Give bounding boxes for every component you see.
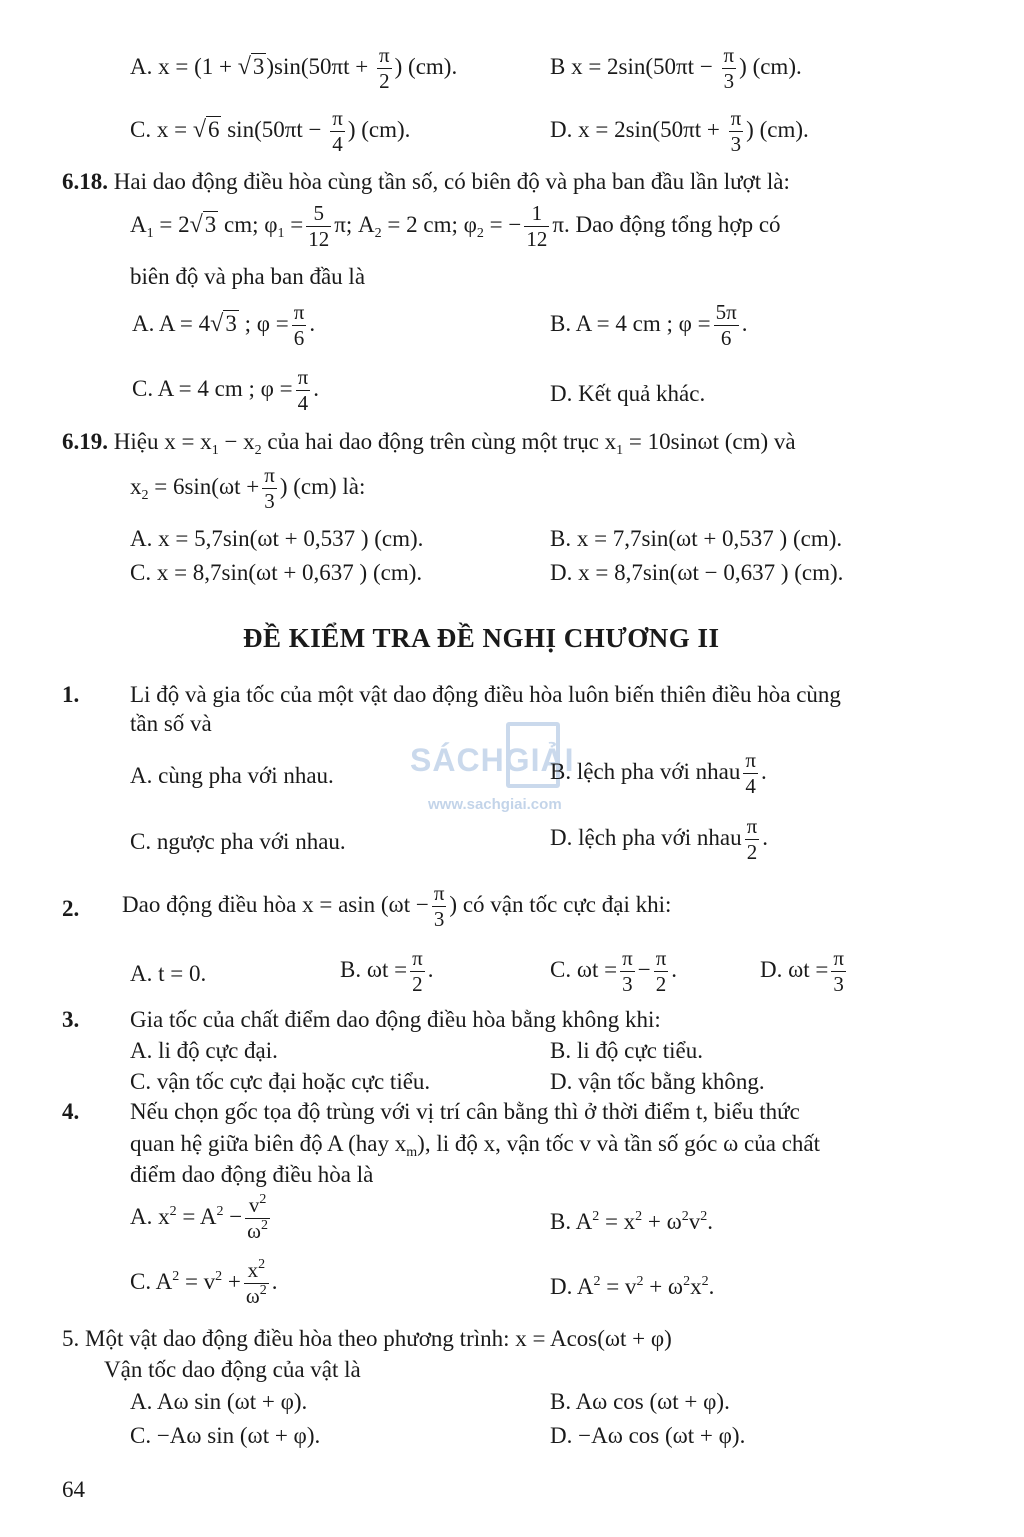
- k1-option-b: B. lệch pha với nhau $\frac{\pi}{4}$ .: [550, 748, 767, 798]
- q617-option-c: C. x = √6 sin(50πt − $\frac{\pi}{4}$ ) (cm).: [130, 106, 411, 156]
- q618-option-b: B. A = 4 cm ; φ = $\frac{5\pi}{6}$ .: [550, 300, 748, 350]
- section-heading: ĐỀ KIỂM TRA ĐỀ NGHỊ CHƯƠNG II: [243, 623, 720, 653]
- k3-option-a: A. li độ cực đại.: [130, 1038, 278, 1063]
- k1-option-c: C. ngược pha với nhau.: [130, 829, 346, 854]
- k5-option-b: B. Aω cos (ωt + φ).: [550, 1389, 730, 1414]
- q618-line2: $A_1 = 2√3$ cm; $\varphi_1$ = $\frac{5}{12}$ π; $A_2 = 2$ cm; $\varphi_2$ = − $\frac{1}{12}$ π. Dao động tổng hợp có: [130, 201, 781, 251]
- k4-number: 4.: [62, 1099, 80, 1124]
- k2-option-a: A. t = 0.: [130, 961, 207, 986]
- q617-option-d: D. x = 2sin(50πt + $\frac{\pi}{3}$ ) (cm).: [550, 106, 809, 156]
- k5-option-a: A. Aω sin (ωt + φ).: [130, 1389, 308, 1414]
- k4-line3: điểm dao động điều hòa là: [130, 1162, 374, 1187]
- q619-line2: $x_2 = 6\sin(\omega t$ + $\frac{\pi}{3}$ ) (cm) là:: [130, 463, 366, 513]
- q617-option-a: A. x = (1 + √3)sin(50πt + $\frac{\pi}{2}$ ) (cm).: [130, 43, 458, 93]
- k4-line1: Nếu chọn gốc tọa độ trùng với vị trí cân bằng thì ở thời điểm t, biểu thức: [130, 1099, 800, 1124]
- q619-option-b: B. x = 7,7sin(ωt + 0,537 ) (cm).: [550, 526, 843, 551]
- k2-option-d: D. ωt = $\frac{\pi}{3}$: [760, 946, 844, 996]
- k3-stem: Gia tốc của chất điểm dao động điều hòa bằng không khi:: [130, 1007, 661, 1032]
- k4-line2: quan hệ giữa biên độ A (hay $x_m$), li độ x, vận tốc v và tần số góc ω của chất: [130, 1131, 820, 1160]
- k5-line1: 5. Một vật dao động điều hòa theo phương trình: x = Acos(ωt + φ): [62, 1326, 672, 1351]
- q618-option-c: C. A = 4 cm ; φ = $\frac{\pi}{4}$ .: [132, 365, 319, 415]
- q618-option-d: D. Kết quả khác.: [550, 381, 706, 406]
- q617-option-b: B x = 2sin(50πt − $\frac{\pi}{3}$ ) (cm).: [550, 43, 802, 93]
- k4-option-c: C. $A^2 = v^2$ + $\frac{x^2}{\omega^2}$ .: [130, 1257, 278, 1308]
- q619-line1: 6.19. Hiệu $x = x_1 - x_2$ của hai dao động trên cùng một trục $x_1 = 10\sin\omega t$ (cm) và: [62, 429, 796, 458]
- k1-line2: tần số và: [130, 711, 212, 736]
- q618-line1: 6.18. Hai dao động điều hòa cùng tần số, có biên độ và pha ban đầu lần lượt là:: [62, 169, 790, 194]
- k4-option-d: D. $A^2 = v^2 + \omega^2x^2$.: [550, 1274, 715, 1299]
- k1-number: 1.: [62, 682, 80, 707]
- watermark-url: www.sachgiai.com: [428, 796, 562, 813]
- q619-option-d: D. x = 8,7sin(ωt − 0,637 ) (cm).: [550, 560, 844, 585]
- k1-option-d: D. lệch pha với nhau $\frac{\pi}{2}$ .: [550, 814, 768, 864]
- k2-stem: Dao động điều hòa x = asin (ωt − $\frac{\pi}{3}$ ) có vận tốc cực đại khi:: [122, 881, 672, 931]
- k3-option-d: D. vận tốc bằng không.: [550, 1069, 765, 1094]
- q618-option-a: A. A = 4√3 ; φ = $\frac{\pi}{6}$ .: [132, 300, 316, 350]
- q619-option-c: C. x = 8,7sin(ωt + 0,637 ) (cm).: [130, 560, 423, 585]
- q619-option-a: A. x = 5,7sin(ωt + 0,537 ) (cm).: [130, 526, 424, 551]
- k2-option-b: B. ωt = $\frac{\pi}{2}$ .: [340, 946, 434, 996]
- k5-option-d: D. −Aω cos (ωt + φ).: [550, 1423, 746, 1448]
- k2-number: 2.: [62, 896, 80, 921]
- k5-line2: Vận tốc dao động của vật là: [104, 1357, 361, 1382]
- q618-line3: biên độ và pha ban đầu là: [130, 264, 366, 289]
- page-number: 64: [62, 1477, 85, 1502]
- k2-option-c: C. ωt = $\frac{\pi}{3}$ − $\frac{\pi}{2}$ .: [550, 946, 678, 996]
- k4-option-b: B. $A^2 = x^2 + \omega^2v^2$.: [550, 1209, 714, 1234]
- q618-number: 6.18.: [62, 169, 108, 194]
- k5-option-c: C. −Aω sin (ωt + φ).: [130, 1423, 321, 1448]
- k1-line1: Li độ và gia tốc của một vật dao động điều hòa luôn biến thiên điều hòa cùng: [130, 682, 841, 707]
- watermark-brand: SÁCHGIẢI: [410, 742, 575, 778]
- k3-option-c: C. vận tốc cực đại hoặc cực tiểu.: [130, 1069, 431, 1094]
- k4-option-a: A. $x^2 = A^2$ − $\frac{v^2}{\omega^2}$: [130, 1192, 268, 1243]
- q619-number: 6.19.: [62, 429, 108, 454]
- k1-option-a: A. cùng pha với nhau.: [130, 763, 334, 788]
- k3-number: 3.: [62, 1007, 80, 1032]
- k3-option-b: B. li độ cực tiểu.: [550, 1038, 703, 1063]
